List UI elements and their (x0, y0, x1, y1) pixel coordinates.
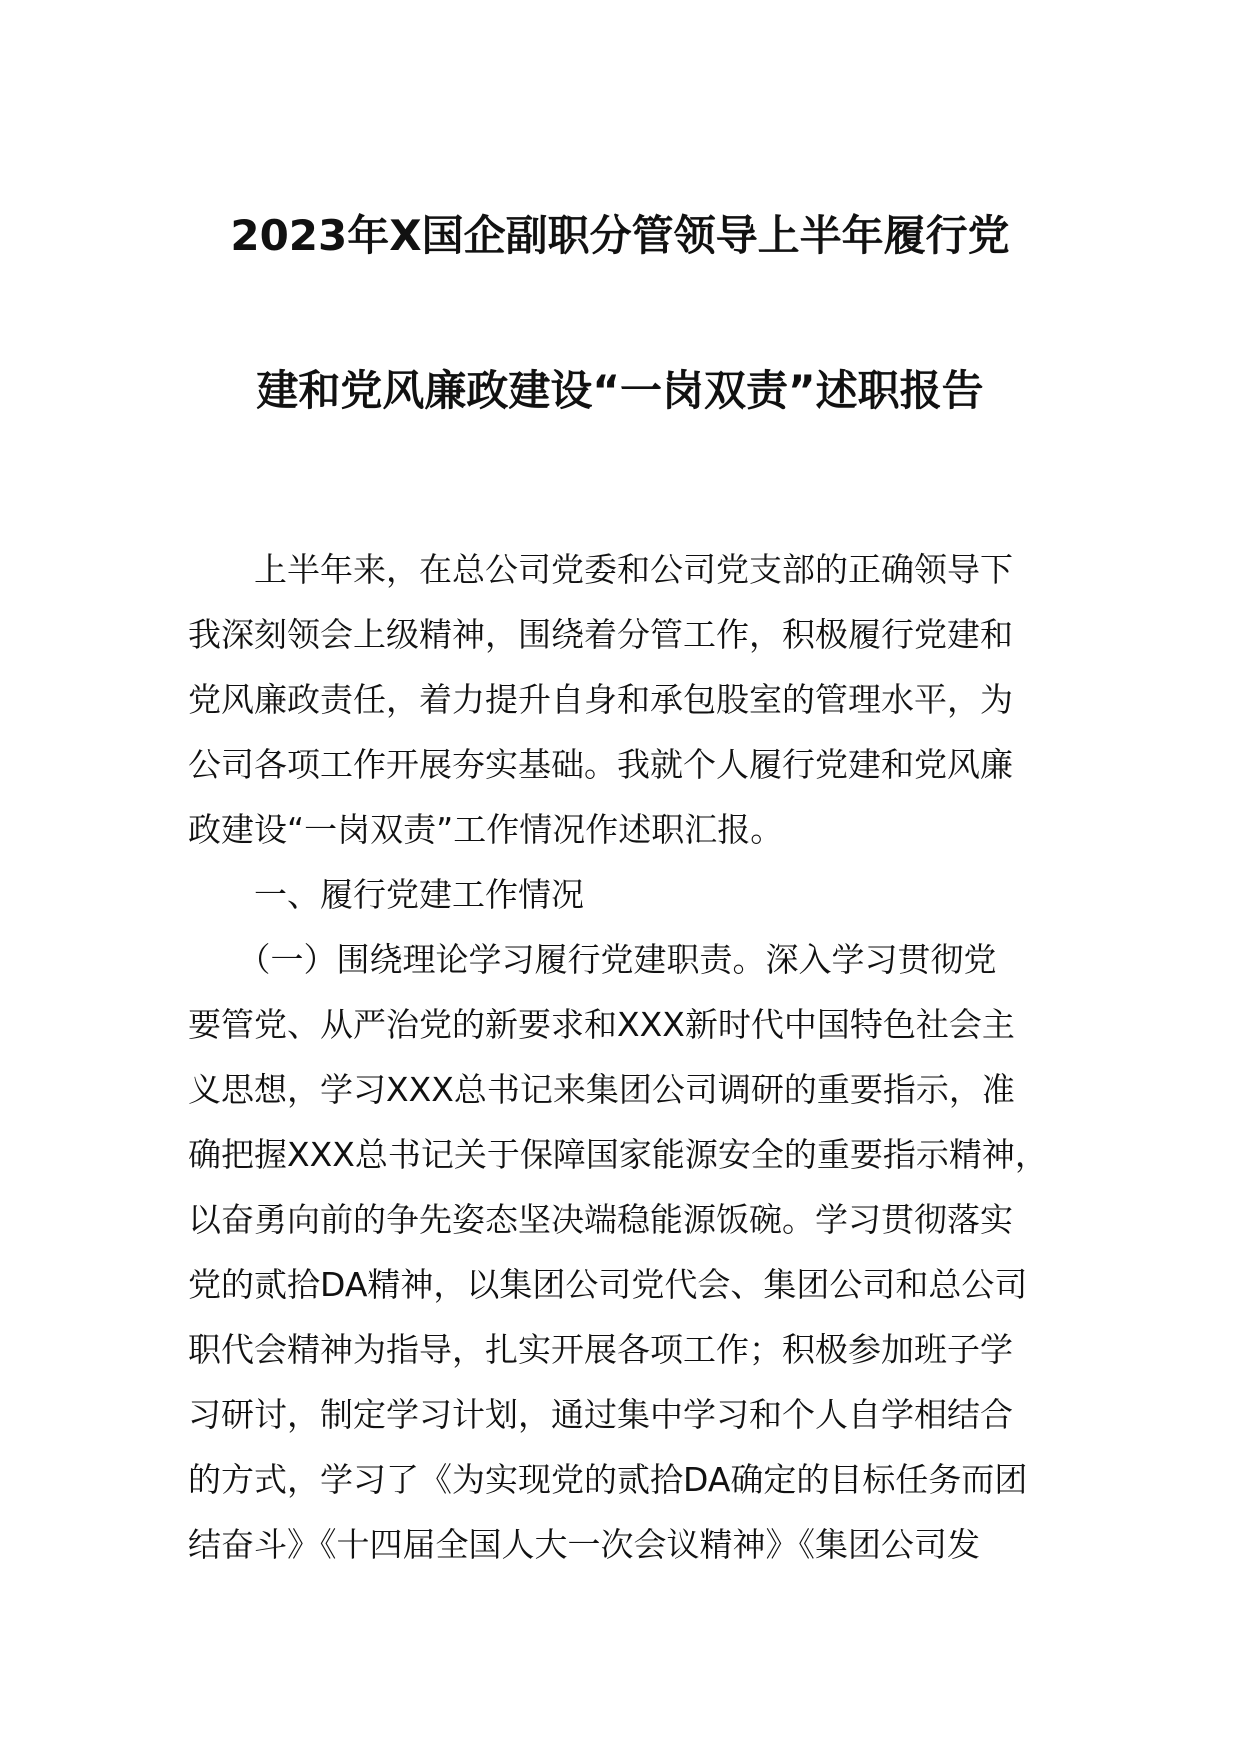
body-line-16: 结奋斗》《十四届全国人大一次会议精神》《集团公司发 (188, 1525, 980, 1564)
document-title-line-1: 2023年X国企副职分管领导上半年履行党 (230, 211, 1010, 260)
body-line-12: 党的贰拾DA精神，以集团公司党代会、集团公司和总公司 (188, 1265, 1028, 1304)
section-heading-1: 一、履行党建工作情况 (188, 875, 584, 914)
body-line-13: 职代会精神为指导，扎实开展各项工作；积极参加班子学 (188, 1330, 1013, 1369)
body-line-14: 习研讨，制定学习计划，通过集中学习和个人自学相结合 (188, 1395, 1013, 1434)
body-line-10: 确把握XXX总书记关于保障国家能源安全的重要指示精神， (188, 1135, 1048, 1174)
body-line-1: 上半年来，在总公司党委和公司党支部的正确领导下 (188, 550, 1013, 589)
document-title-line-2: 建和党风廉政建设“一岗双责”述职报告 (256, 366, 984, 415)
body-line-2: 我深刻领会上级精神，围绕着分管工作，积极履行党建和 (188, 615, 1013, 654)
body-line-8: 要管党、从严治党的新要求和XXX新时代中国特色社会主 (188, 1005, 1015, 1044)
body-line-3: 党风廉政责任，着力提升自身和承包股室的管理水平，为 (188, 680, 1013, 719)
body-line-5: 政建设“一岗双责”工作情况作述职汇报。 (188, 810, 784, 849)
body-line-11: 以奋勇向前的争先姿态坚决端稳能源饭碗。学习贯彻落实 (188, 1200, 1013, 1239)
body-line-4: 公司各项工作开展夯实基础。我就个人履行党建和党风廉 (188, 745, 1013, 784)
body-line-9: 义思想，学习XXX总书记来集团公司调研的重要指示，准 (188, 1070, 1015, 1109)
body-line-15: 的方式，学习了《为实现党的贰拾DA确定的目标任务而团 (188, 1460, 1028, 1499)
body-line-7: （一）围绕理论学习履行党建职责。深入学习贯彻党 (188, 940, 997, 979)
